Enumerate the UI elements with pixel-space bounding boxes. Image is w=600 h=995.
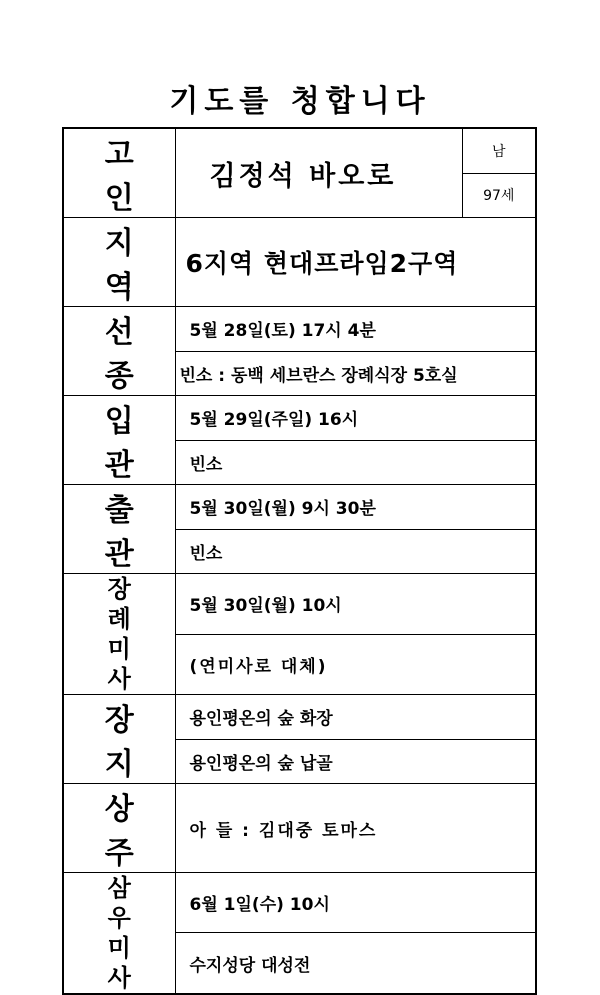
chief-mourner-value: 아 들 : 김대중 토마스 bbox=[175, 784, 536, 873]
funeral-mass-note: (연미사로 대체) bbox=[175, 634, 536, 695]
departure-datetime: 5월 30일(월) 9시 30분 bbox=[175, 485, 536, 530]
row-departure bbox=[63, 485, 536, 530]
funeral-mass-datetime: 5월 30일(월) 10시 bbox=[175, 574, 536, 635]
region-value: 6지역 현대프라임2구역 bbox=[175, 218, 536, 307]
page-title: 기도를 청합니다 bbox=[169, 84, 431, 119]
third-day-mass-datetime: 6월 1일(수) 10시 bbox=[175, 873, 536, 933]
label-region: 지 역 bbox=[63, 218, 175, 307]
obituary-table bbox=[62, 127, 537, 995]
row-death bbox=[63, 307, 536, 352]
label-departure: 출 관 bbox=[63, 485, 175, 574]
death-place: 빈소 : 동백 세브란스 장례식장 5호실 bbox=[175, 351, 536, 396]
label-funeral-mass-line1: 장 례 bbox=[107, 575, 167, 633]
deceased-name: 김정석 바오로 bbox=[175, 128, 462, 218]
row-region bbox=[63, 218, 536, 307]
label-burial: 장 지 bbox=[63, 695, 175, 784]
label-third-day-mass bbox=[63, 873, 175, 995]
row-deceased bbox=[63, 128, 536, 173]
label-death: 선 종 bbox=[63, 307, 175, 396]
label-chief-mourner: 상 주 bbox=[63, 784, 175, 873]
row-funeral-mass bbox=[63, 574, 536, 635]
deceased-gender: 남 bbox=[462, 128, 536, 173]
row-third-day-mass bbox=[63, 873, 536, 933]
row-encoffining bbox=[63, 396, 536, 441]
label-funeral-mass bbox=[63, 574, 175, 695]
label-deceased: 고 인 bbox=[63, 128, 175, 218]
label-third-day-mass-line1: 삼 우 bbox=[107, 874, 167, 932]
label-funeral-mass-line2: 미 사 bbox=[107, 635, 167, 693]
encoffining-place: 빈소 bbox=[175, 440, 536, 485]
label-encoffining: 입 관 bbox=[63, 396, 175, 485]
burial-ossuary: 용인평온의 숲 납골 bbox=[175, 739, 536, 784]
deceased-age: 97세 bbox=[462, 173, 536, 217]
label-third-day-mass-line2: 미 사 bbox=[107, 934, 167, 992]
row-chief-mourner bbox=[63, 784, 536, 873]
departure-place: 빈소 bbox=[175, 529, 536, 574]
burial-crematorium: 용인평온의 숲 화장 bbox=[175, 695, 536, 740]
death-datetime: 5월 28일(토) 17시 4분 bbox=[175, 307, 536, 352]
row-burial bbox=[63, 695, 536, 740]
encoffining-datetime: 5월 29일(주일) 16시 bbox=[175, 396, 536, 441]
third-day-mass-place: 수지성당 대성전 bbox=[175, 933, 536, 994]
